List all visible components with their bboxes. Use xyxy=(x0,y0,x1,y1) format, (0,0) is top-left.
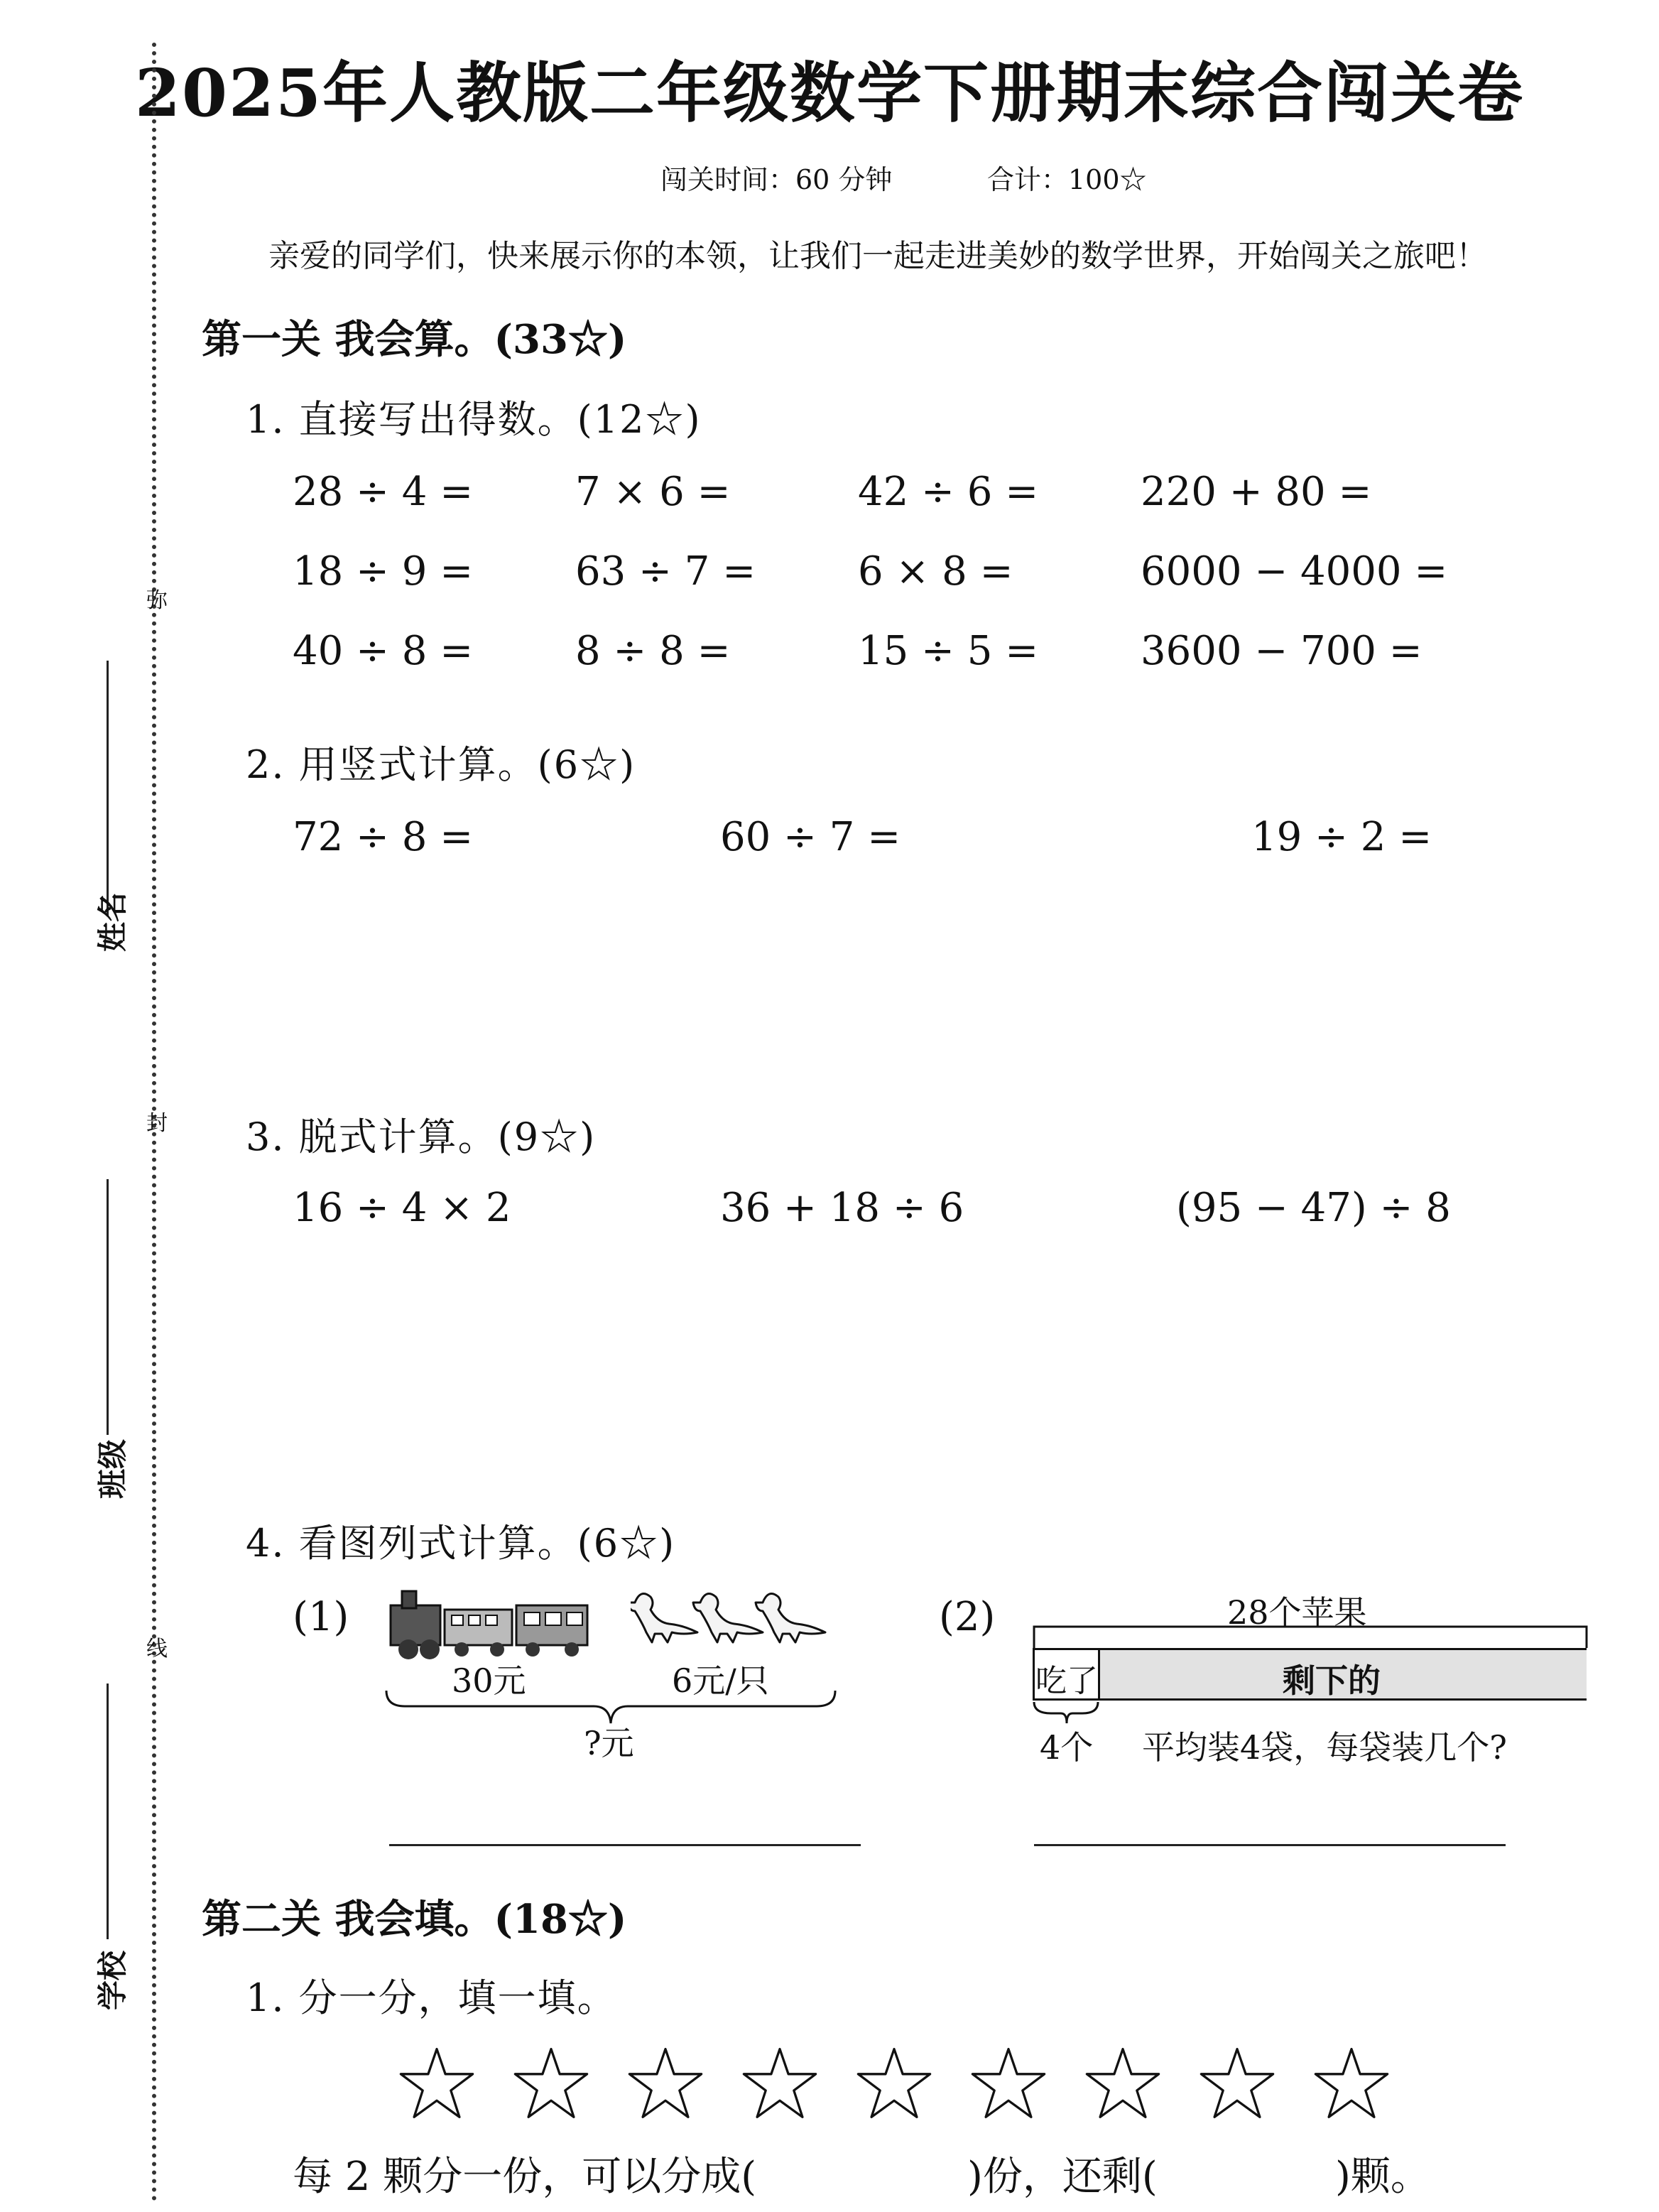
q1-expr: 18 ÷ 9 = xyxy=(293,548,474,595)
remainder-answer-blank[interactable] xyxy=(1190,2152,1332,2195)
section1-title: 第一关 我会算。(33☆) xyxy=(202,316,627,363)
q1-expr: 8 ÷ 8 = xyxy=(575,628,731,674)
exam-total: 合计：100☆ xyxy=(987,164,1147,195)
q3-expr: (95 − 47) ÷ 8 xyxy=(1176,1185,1451,1231)
star-icon xyxy=(1198,2046,1276,2121)
school-line xyxy=(107,1684,109,1939)
groups-answer-blank[interactable] xyxy=(814,2152,963,2195)
total-unknown: ?元 xyxy=(584,1724,634,1762)
q2-expr: 60 ÷ 7 = xyxy=(720,814,901,860)
star-icon xyxy=(855,2046,933,2121)
star-icon xyxy=(741,2046,819,2121)
q4-part2-label: (2) xyxy=(939,1594,996,1640)
train-icon xyxy=(384,1584,597,1662)
q2-expr: 19 ÷ 2 = xyxy=(1251,814,1432,860)
seal-char-feng: 封 xyxy=(146,1111,168,1136)
q1-expr: 42 ÷ 6 = xyxy=(858,469,1039,515)
q1-expr: 3600 − 700 = xyxy=(1141,628,1423,674)
page-title: 2025年人教版二年级数学下册期末综合闯关卷 xyxy=(134,55,1525,131)
q1-expr: 7 × 6 = xyxy=(575,469,731,515)
exam-time: 闯关时间：60 分钟 xyxy=(660,164,893,195)
division-question: 平均装4袋，每袋装几个? xyxy=(1142,1728,1507,1767)
q3-title: 3. 脱式计算。(9☆) xyxy=(246,1115,597,1159)
fill-sentence-part3: )颗。 xyxy=(1335,2154,1430,2200)
answer-line-1 xyxy=(389,1844,861,1846)
s2-q1-title: 1. 分一分，填一填。 xyxy=(246,1975,617,2020)
class-label: 班级 xyxy=(95,1438,130,1499)
q1-expr: 15 ÷ 5 = xyxy=(858,628,1039,674)
star-icon xyxy=(969,2046,1048,2121)
q2-title: 2. 用竖式计算。(6☆) xyxy=(246,742,636,787)
train-price: 30元 xyxy=(452,1661,526,1700)
q1-expr: 63 ÷ 7 = xyxy=(575,548,756,595)
seal-char-xian: 线 xyxy=(146,1637,168,1661)
q3-expr: 16 ÷ 4 × 2 xyxy=(293,1185,511,1231)
answer-line-2 xyxy=(1034,1844,1506,1846)
section2-title: 第二关 我会填。(18☆) xyxy=(202,1896,627,1943)
q2-expr: 72 ÷ 8 = xyxy=(293,814,474,860)
q1-expr: 28 ÷ 4 = xyxy=(293,469,474,515)
name-label: 姓名 xyxy=(95,891,130,952)
dinosaur-price: 6元/只 xyxy=(672,1661,769,1700)
star-icon xyxy=(1084,2046,1162,2121)
remaining-label: 剩下的 xyxy=(1283,1661,1381,1700)
fill-sentence-part1: 每 2 颗分一份，可以分成( xyxy=(293,2154,757,2200)
q1-expr: 220 + 80 = xyxy=(1141,469,1372,515)
class-line xyxy=(107,1179,109,1435)
q1-expr: 40 ÷ 8 = xyxy=(293,628,474,674)
q4-title: 4. 看图列式计算。(6☆) xyxy=(246,1521,676,1566)
q1-title: 1. 直接写出得数。(12☆) xyxy=(246,397,702,442)
eaten-count: 4个 xyxy=(1040,1728,1094,1767)
seal-char-mi: 弥 xyxy=(146,588,168,613)
star-icon xyxy=(398,2046,476,2121)
apple-total: 28个苹果 xyxy=(1227,1593,1367,1632)
q3-expr: 36 + 18 ÷ 6 xyxy=(720,1185,964,1231)
q4-part1-label: (1) xyxy=(293,1594,349,1640)
dinosaur-icon xyxy=(631,1581,837,1645)
intro-text: 亲爱的同学们，快来展示你的本领，让我们一起走进美妙的数学世界，开始闯关之旅吧！ xyxy=(268,238,1487,274)
name-line xyxy=(107,661,109,916)
star-icon xyxy=(512,2046,590,2121)
fill-sentence-part2: )份，还剩( xyxy=(967,2154,1158,2200)
eaten-label: 吃了 xyxy=(1035,1663,1098,1699)
star-icon xyxy=(626,2046,705,2121)
star-icon xyxy=(1312,2046,1391,2121)
school-label: 学校 xyxy=(95,1950,130,2010)
q1-expr: 6 × 8 = xyxy=(858,548,1013,595)
q1-expr: 6000 − 4000 = xyxy=(1141,548,1448,595)
